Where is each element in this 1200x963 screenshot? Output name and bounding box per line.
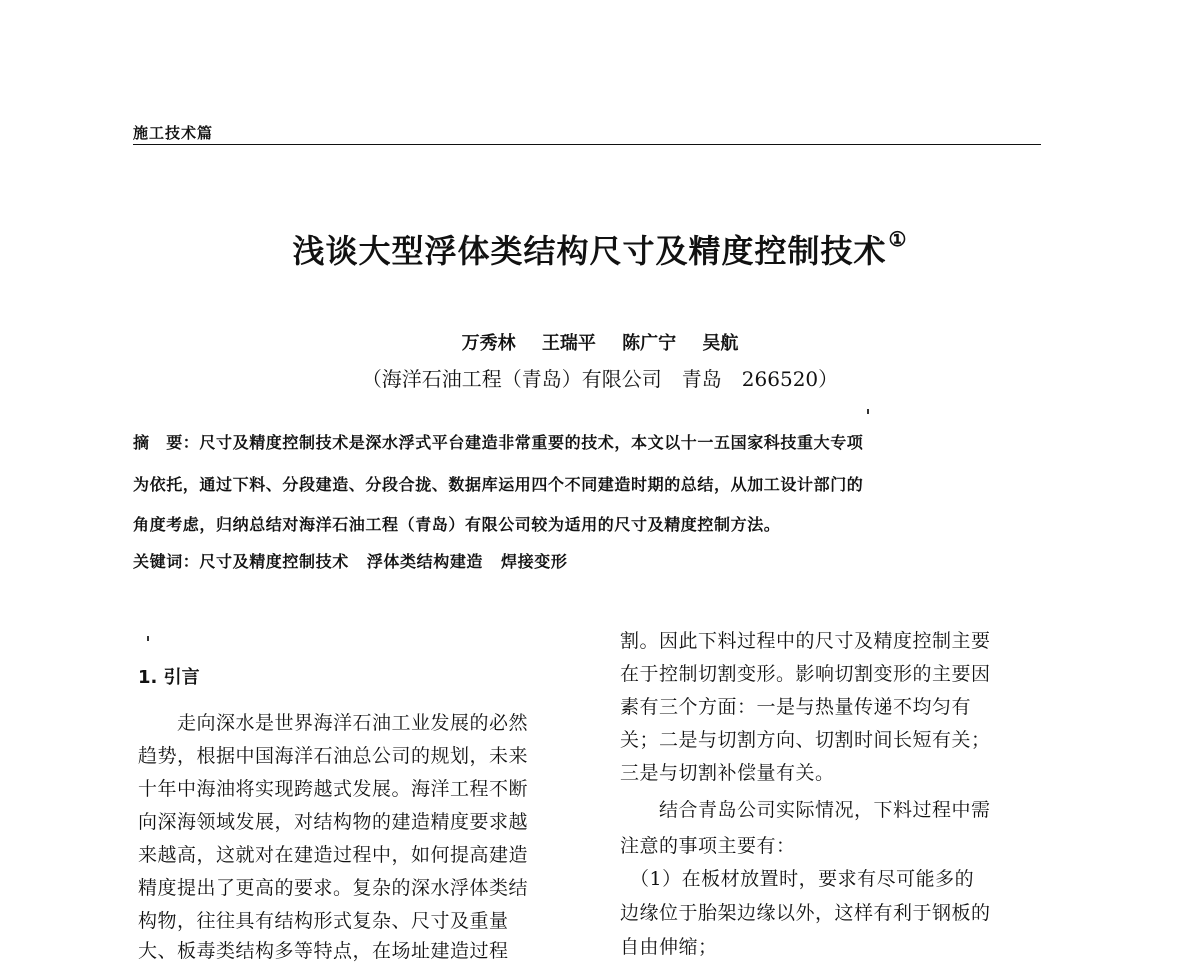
body-line: 大、板毒类结构多等特点，在场址建造过程	[138, 940, 509, 962]
keyword: 浮体类结构建造	[366, 552, 484, 571]
section-heading: 1. 引言	[138, 667, 200, 688]
paper-title	[0, 226, 1200, 272]
author-list	[0, 329, 1200, 355]
body-line: 关；二是与切割方向、切割时间长短有关；	[620, 729, 991, 751]
abstract-label: 摘 要：	[133, 433, 200, 452]
scan-speck	[147, 636, 149, 641]
body-line: 三是与切割补偿量有关。	[620, 762, 835, 784]
affiliation: （海洋石油工程（青岛）有限公司 青岛 266520）	[361, 367, 839, 391]
running-header: 施工技术篇	[133, 124, 214, 142]
body-line: 素有三个方面：一是与热量传递不均匀有	[620, 696, 972, 718]
body-line: 在于控制切割变形。影响切割变形的主要因	[620, 663, 991, 685]
body-line: 趋势，根据中国海洋石油总公司的规划，未来	[138, 745, 529, 767]
body-line: 构物，往往具有结构形式复杂、尺寸及重量	[138, 910, 509, 932]
author: 万秀林	[461, 333, 516, 354]
body-line: 来越高，这就对在建造过程中，如何提高建造	[138, 844, 529, 866]
title-footnote-mark: ①	[888, 227, 908, 252]
abstract-line: 角度考虑，归纳总结对海洋石油工程（青岛）有限公司较为适用的尺寸及精度控制方法。	[133, 515, 781, 534]
abstract-line: 为依托，通过下料、分段建造、分段合拢、数据库运用四个不同建造时期的总结，从加工设计部门的	[133, 475, 864, 494]
paper-title-text: 浅谈大型浮体类结构尺寸及精度控制技术	[292, 232, 887, 270]
keyword: 焊接变形	[501, 552, 568, 571]
body-line: 注意的事项主要有：	[620, 835, 796, 857]
keyword: 尺寸及精度控制技术	[199, 552, 349, 571]
body-line: 边缘位于胎架边缘以外，这样有利于钢板的	[620, 902, 991, 924]
body-line: 走向深水是世界海洋石油工业发展的必然	[138, 712, 529, 734]
body-line: 精度提出了更高的要求。复杂的深水浮体类结	[138, 877, 529, 899]
body-line: 割。因此下料过程中的尺寸及精度控制主要	[620, 630, 991, 652]
author: 陈广宁	[622, 333, 677, 354]
body-line: 十年中海油将实现跨越式发展。海洋工程不断	[138, 778, 529, 800]
body-line: 自由伸缩；	[620, 936, 718, 958]
header-rule	[133, 144, 1041, 145]
keywords	[133, 549, 585, 572]
author: 王瑞平	[541, 333, 596, 354]
author: 吴航	[702, 333, 739, 354]
body-line: 向深海领域发展，对结构物的建造精度要求越	[138, 811, 529, 833]
keywords-label: 关键词：	[133, 552, 200, 571]
abstract-line	[133, 430, 1043, 453]
body-line: （1）在板材放置时，要求有尽可能多的	[620, 868, 975, 890]
scan-speck	[867, 409, 869, 414]
abstract-text: 尺寸及精度控制技术是深水浮式平台建造非常重要的技术，本文以十一五国家科技重大专项	[199, 433, 864, 452]
body-line: 结合青岛公司实际情况，下料过程中需	[620, 799, 991, 821]
